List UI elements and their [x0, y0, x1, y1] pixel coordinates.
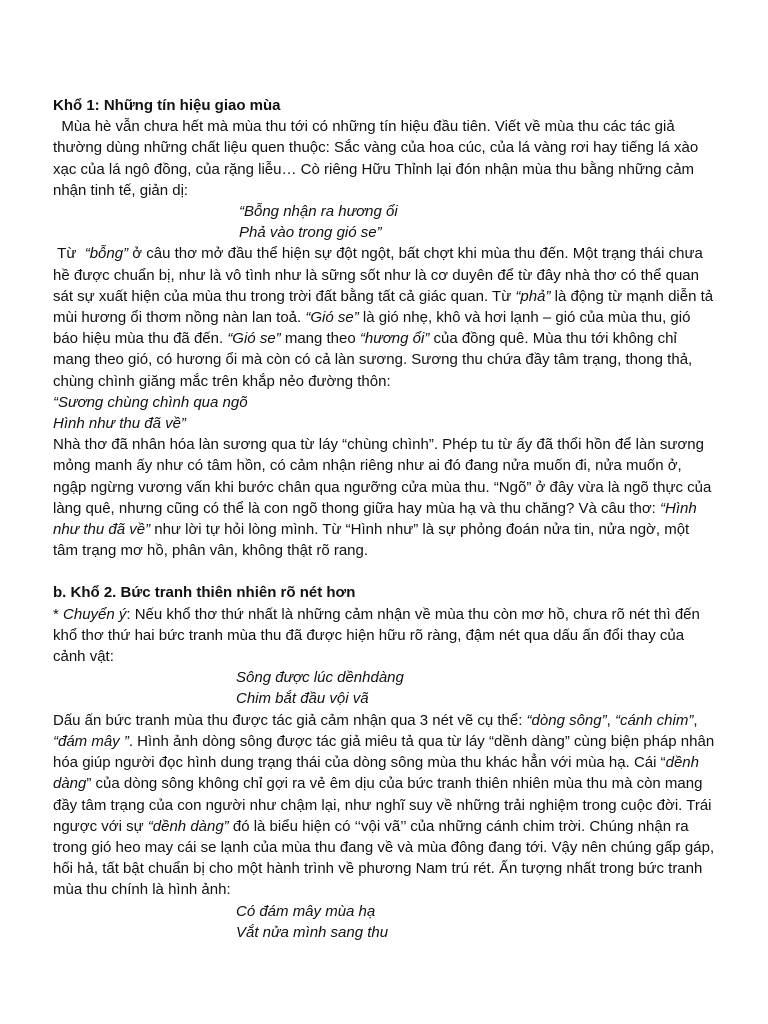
- text-run: Từ: [53, 245, 85, 263]
- section-2-paragraph-2: [53, 710, 716, 901]
- poem-line: Sông được lúc dềnhdàng: [236, 669, 404, 687]
- section-2-paragraph-1: [53, 604, 716, 668]
- quote-run: “dòng sông”: [526, 711, 607, 729]
- poem-line: Có đám mây mùa hạ: [236, 902, 376, 920]
- text-run: *: [53, 605, 64, 623]
- quote-run: “dềnh dàng”: [147, 817, 229, 835]
- section-1-paragraph-1: Mùa hè vẫn chưa hết mà mùa thu tới có những tín hiệu đầu tiên. Viết về mùa thu các tác giả thường dùng những chất liệu quen thuộc: Sắc vàng của hoa cúc, của lá vàng rơi hay tiếng lá xào xạc của lá ngô đồng, của rặng liễu… Cò riêng Hữu Thỉnh lại đón nhận mùa thu bằng những cảm nhận tinh tế, giản dị:: [53, 118, 703, 199]
- text-run: ” của dòng sông không chỉ gợi ra vẻ êm dịu của bức tranh thiên nhiên mùa thu mà còn mang đầy tâm trạng của con người như chậm lại, như nghĩ suy về những trải nghiệm trong cuộc đời. Trái ngược với sự: [53, 775, 712, 835]
- section-1-paragraph-3: [53, 434, 716, 561]
- text-run: như lời tự hỏi lòng mình. Từ “Hình như” là sự phỏng đoán nửa tin, nửa ngờ, một tâm trạng mơ hồ, phân vân, không thật rõ rang.: [53, 521, 690, 560]
- text-run: ,: [693, 711, 698, 729]
- text-run: ở câu thơ mở đầu thể hiện sự đột ngột, bất chợt khi mùa thu đến. Một trạng thái chưa hề được chuẩn bị, như là vô tình như là sững sốt như là cơ duyên để từ đây nhà thơ có thể quan sát sự xuất hiện của mùa thu trong trời đất bằng tất cả giác quan. Từ: [53, 245, 707, 305]
- poem-line: “Bỗng nhận ra hương ổi: [239, 203, 398, 221]
- text-run: là động từ mạnh diễn tả mùi hương ổi thơm nồng nàn lan toả.: [53, 287, 718, 327]
- quote-run: “hương ổi”: [359, 330, 430, 348]
- text-run: Dấu ấn bức tranh mùa thu được tác giả cảm nhận qua 3 nét vẽ cụ thể:: [53, 711, 527, 729]
- text-run: của đồng quê. Mùa thu tới không chỉ mang theo gió, có hương ổi mà còn có cả làn sương. Sương thu chứa đầy tâm trạng, thong thả, chùng chình giăng mắc trên khắp nẻo đường thôn:: [53, 330, 697, 390]
- text-run: ,: [606, 711, 615, 729]
- quote-run: “bỗng”: [84, 245, 129, 263]
- text-run: : Nếu khổ thơ thứ nhất là những cảm nhận về mùa thu còn mơ hồ, chưa rõ nét thì đến khổ thơ thứ hai bức tranh mùa thu đã được hiện hữu rõ ràng, đậm nét qua dấu ấn đổi thay của cảnh vật:: [53, 605, 700, 666]
- quote-run: “cánh chim”: [614, 711, 694, 729]
- poem-text: “Sương chùng chình qua ngõ: [53, 393, 248, 411]
- poem-line: Chim bắt đầu vội vã: [236, 690, 369, 708]
- quote-run: “Gió se”: [305, 309, 359, 327]
- poem-line: Vắt nửa mình sang thu: [236, 923, 389, 941]
- text-run: . Hình ảnh dòng sông được tác giả miêu tả qua từ láy “dềnh dàng” cùng biện pháp nhân hóa giúp người đọc hình dung trạng thái của dòng sông mùa thu khác hẳn với mùa hạ. Cái “: [53, 732, 715, 772]
- emphasis-run: Chuyển ý: [63, 605, 127, 623]
- text-run: đó là biểu hiện có ‘‘vội vã’’ của những cánh chim trời. Chúng nhận ra trong gió heo may cái se lạnh của mùa thu đang về và mùa đông đang tới. Vậy nên chúng gấp gáp, hối hả, tất bật chuẩn bị cho một hành trình về phương Nam trú rét. Ấn tượng nhất trong bức tranh mùa thu chính là hình ảnh:: [53, 817, 715, 899]
- text-run: là gió nhẹ, khô và hơi lạnh – gió của mùa thu, gió báo hiệu mùa thu đã đến.: [53, 309, 695, 348]
- quote-run: dềnh dàng: [53, 754, 699, 793]
- quote-run: “phả”: [515, 287, 551, 305]
- section-1-heading: Khổ 1: Những tín hiệu giao mùa: [53, 97, 281, 114]
- quote-run: “Hình như thu đã về”: [53, 499, 697, 539]
- section-1-paragraph-2: [53, 243, 716, 391]
- poem-line: Phả vào trong gió se”: [239, 224, 382, 242]
- section-2-heading: b. Khổ 2. Bức tranh thiên nhiên rõ nét hơn: [53, 584, 356, 602]
- poem-text: Hình như thu đã về”: [53, 415, 186, 433]
- quote-run: “đám mây ”: [53, 732, 129, 750]
- paragraph-gap: [53, 561, 716, 582]
- text-run: Nhà thơ đã nhân hóa làn sương qua từ láy “chùng chình”. Phép tu từ ấy đã thổi hồn để làn sương mỏng manh ấy như có tâm hồn, có cảm nhận riêng như ai đó đang nửa muốn đi, nửa muốn ở, ngập ngừng vương vấn khi bước chân qua ngưỡng cửa mùa thu. “Ngõ” ở đây vừa là ngõ thực của làng quê, nhưng cũng có thể là con ngõ thong giữa hay mùa hạ và thu chăng? Và câu thơ:: [53, 436, 712, 517]
- quote-run: “Gió se”: [227, 330, 281, 348]
- text-run: mang theo: [280, 330, 360, 348]
- poem-line: [53, 413, 716, 434]
- poem-line: [53, 392, 716, 413]
